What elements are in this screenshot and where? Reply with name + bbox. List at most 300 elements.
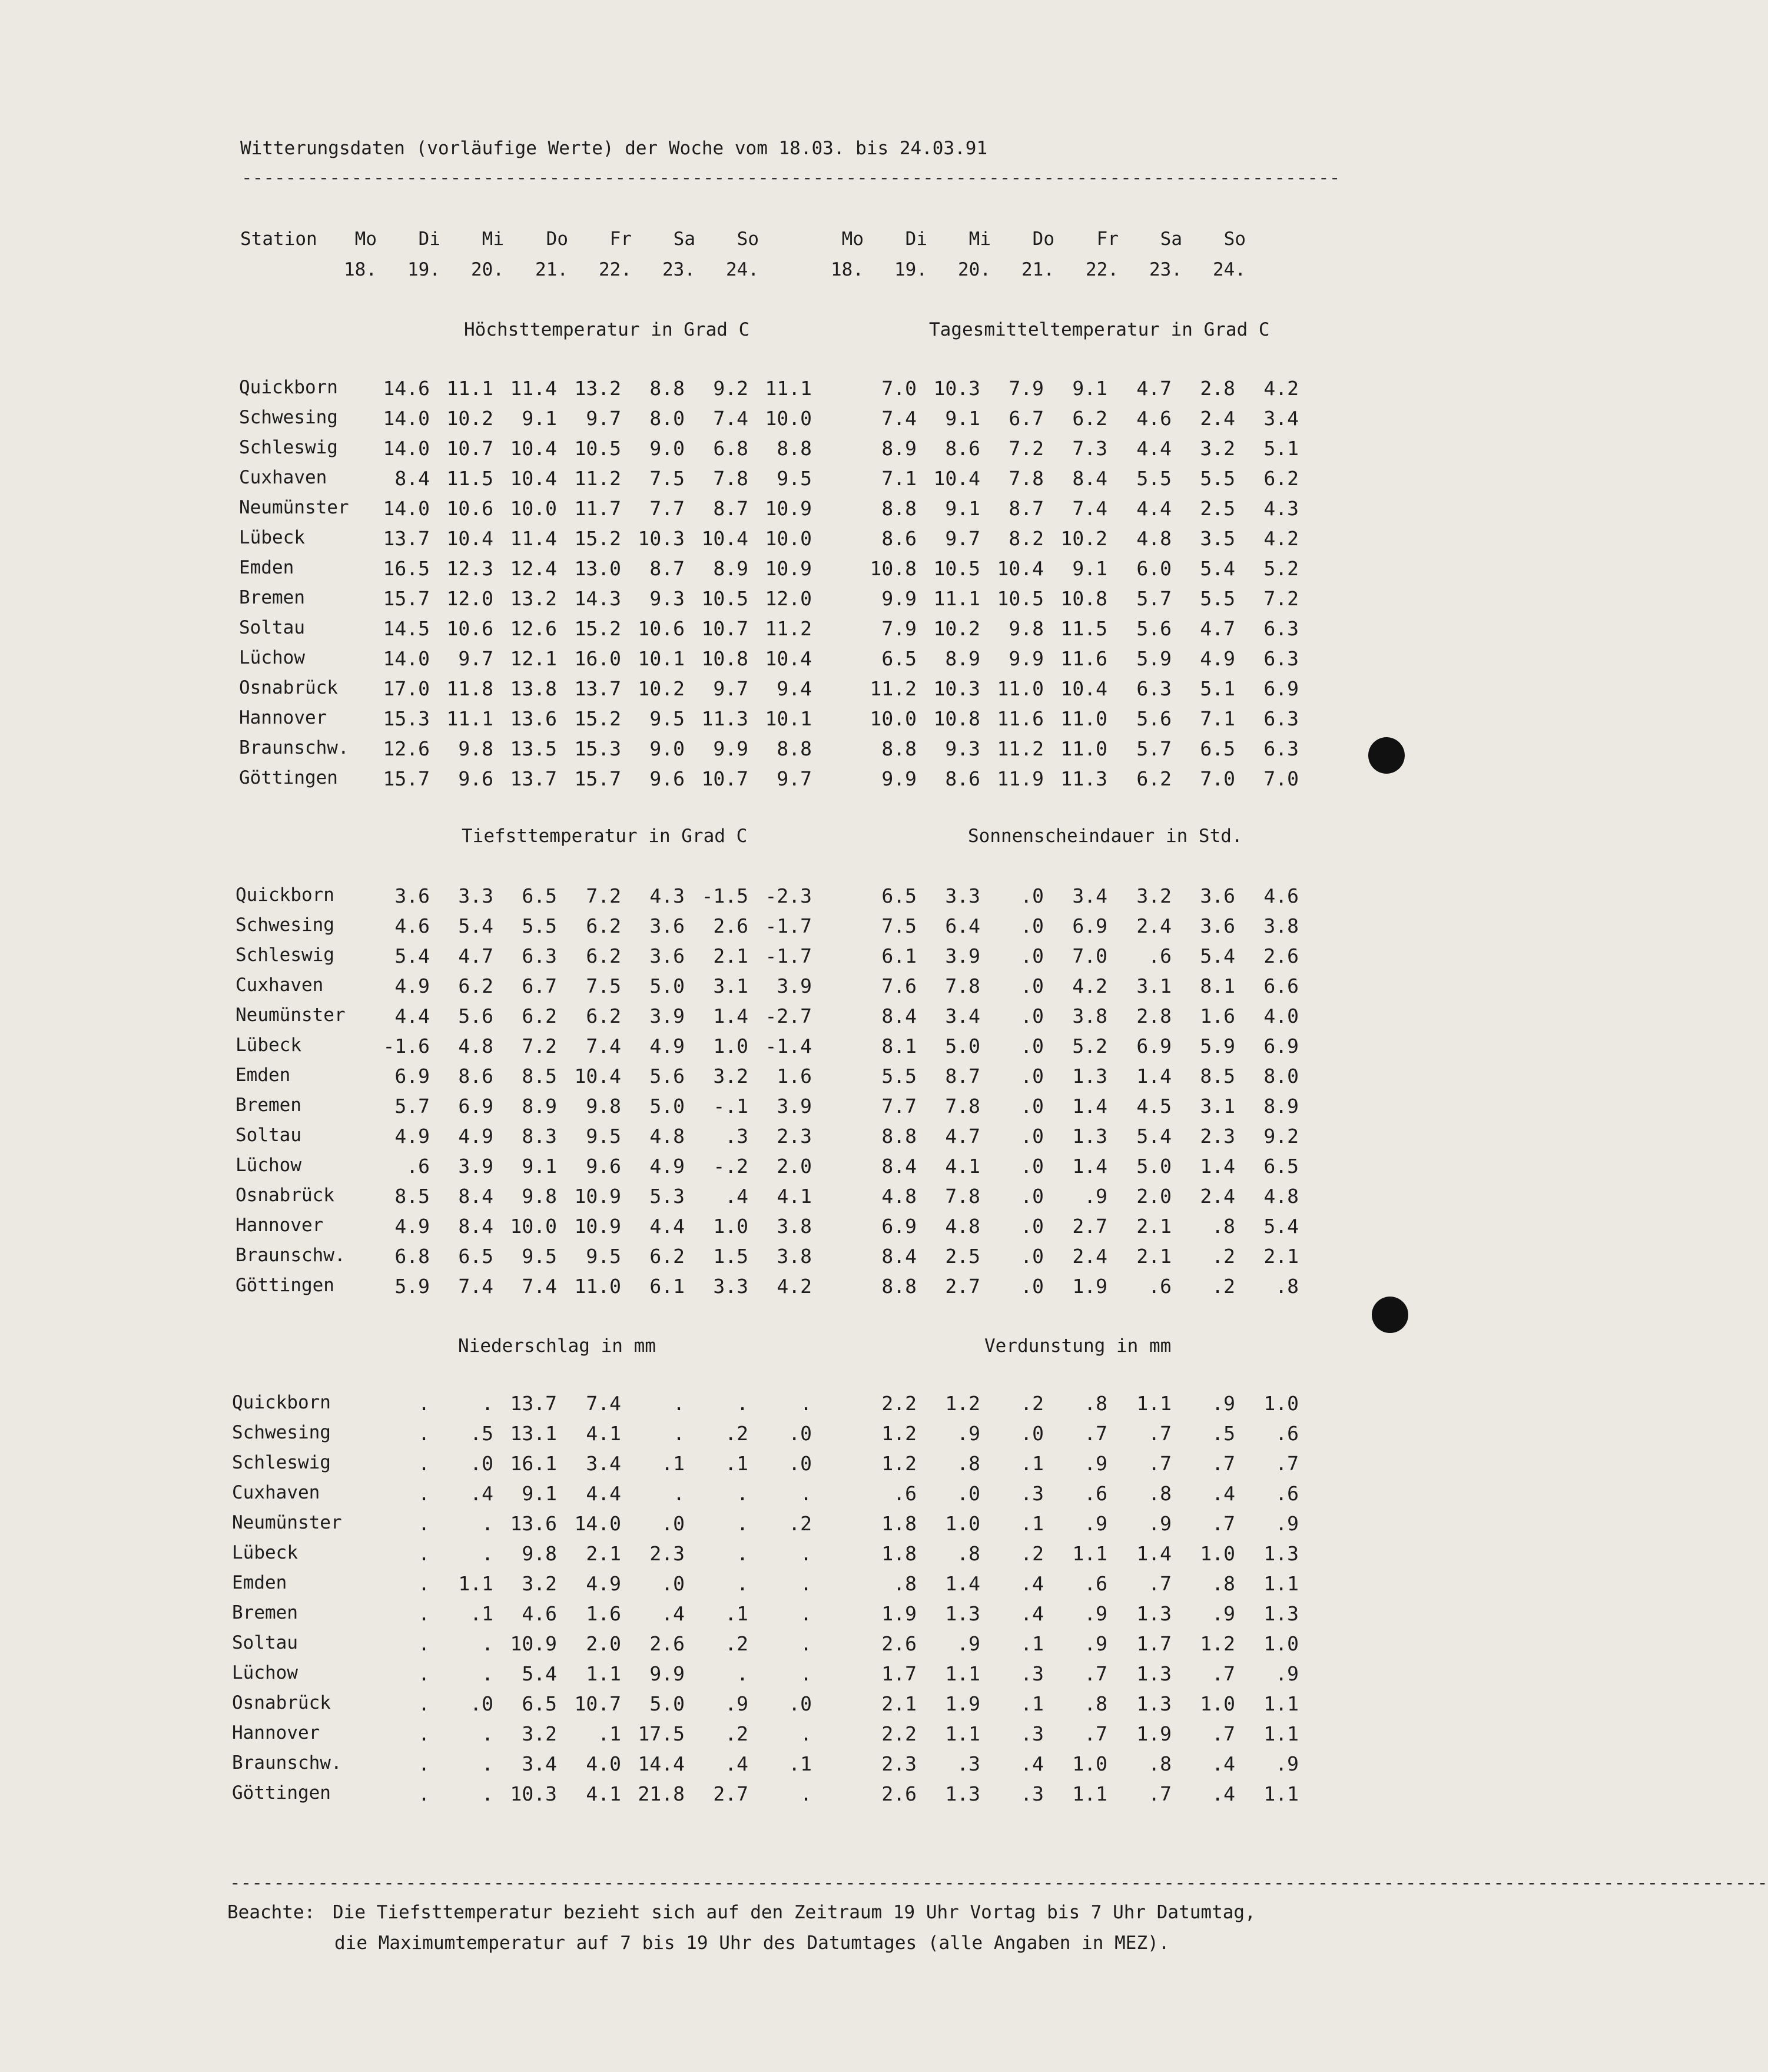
table-cell: 10.3 — [510, 1782, 557, 1805]
table-cell: 5.4 — [1263, 1215, 1299, 1238]
table-cell: 8.8 — [649, 377, 685, 400]
table-cell: 9.3 — [945, 737, 980, 760]
table-cell: 1.2 — [945, 1392, 980, 1415]
table-cell: 11.5 — [1060, 617, 1107, 640]
station-name: Braunschw. — [232, 1752, 342, 1773]
table-cell: .1 — [1020, 1632, 1044, 1655]
table-cell: 8.4 — [881, 1245, 917, 1268]
table-cell: 15.3 — [383, 707, 430, 730]
table-cell: .7 — [1084, 1662, 1107, 1685]
table-cell: . — [737, 1392, 748, 1415]
table-cell: 10.4 — [446, 527, 493, 550]
table-cell: 2.3 — [649, 1542, 685, 1565]
table-cell: 1.6 — [777, 1065, 812, 1088]
table-cell: -1.5 — [701, 884, 748, 907]
table-cell: 8.0 — [1263, 1065, 1299, 1088]
table-cell: 8.8 — [881, 1125, 917, 1148]
table-cell: 4.3 — [1263, 497, 1299, 520]
table-cell: .7 — [1084, 1722, 1107, 1745]
table-cell: 3.1 — [713, 974, 748, 997]
table-cell: 10.4 — [933, 467, 980, 490]
table-cell: .9 — [1275, 1752, 1299, 1775]
table-cell: 6.1 — [649, 1275, 685, 1298]
table-cell: 5.9 — [1200, 1035, 1235, 1057]
table-cell: 2.1 — [1136, 1215, 1172, 1238]
station-name: Cuxhaven — [239, 467, 327, 488]
table-cell: .4 — [1212, 1752, 1235, 1775]
table-cell: 4.6 — [1136, 407, 1172, 430]
table-cell: 4.2 — [777, 1275, 812, 1298]
table-cell: 3.4 — [586, 1452, 621, 1475]
table-cell: . — [737, 1662, 748, 1685]
table-cell: 6.3 — [522, 944, 557, 967]
table-cell: 10.8 — [1060, 587, 1107, 610]
table-cell: 13.2 — [510, 587, 557, 610]
table-cell: .1 — [725, 1602, 748, 1625]
table-cell: 6.2 — [586, 1004, 621, 1027]
table-cell: 2.3 — [1200, 1125, 1235, 1148]
table-cell: . — [482, 1632, 493, 1655]
table-cell: 8.5 — [1200, 1065, 1235, 1088]
table-cell: 6.0 — [1136, 557, 1172, 580]
table-cell: 4.7 — [458, 944, 493, 967]
table-cell: 3.9 — [649, 1004, 685, 1027]
table-cell: .6 — [1275, 1422, 1299, 1445]
table-cell: .4 — [725, 1185, 748, 1208]
table-cell: 1.2 — [881, 1422, 917, 1445]
table-cell: 14.4 — [638, 1752, 685, 1775]
table-cell: 12.4 — [510, 557, 557, 580]
table-cell: 14.6 — [383, 377, 430, 400]
table-cell: 9.7 — [777, 767, 812, 790]
table-cell: 2.5 — [1200, 497, 1235, 520]
table-cell: 4.2 — [1263, 377, 1299, 400]
table-cell: 5.1 — [1263, 437, 1299, 460]
table-cell: . — [800, 1482, 812, 1505]
table-cell: 1.0 — [1072, 1752, 1107, 1775]
table-cell: 11.0 — [997, 677, 1044, 700]
table-cell: 8.0 — [649, 407, 685, 430]
table-cell: 2.0 — [1136, 1185, 1172, 1208]
table-cell: 7.4 — [881, 407, 917, 430]
table-cell: 1.9 — [945, 1692, 980, 1715]
table-cell: 8.1 — [881, 1035, 917, 1057]
table-cell: 4.8 — [945, 1215, 980, 1238]
table-cell: 4.4 — [1136, 497, 1172, 520]
table-cell: 4.6 — [522, 1602, 557, 1625]
table-cell: 1.3 — [945, 1602, 980, 1625]
table-cell: 3.6 — [649, 914, 685, 937]
table-cell: 4.9 — [649, 1035, 685, 1057]
table-cell: 4.9 — [649, 1155, 685, 1178]
table-cell: 13.7 — [574, 677, 621, 700]
table-cell: 13.0 — [574, 557, 621, 580]
table-cell: .7 — [1212, 1452, 1235, 1475]
note-label: Beachte: — [227, 1902, 316, 1923]
table-cell: . — [800, 1572, 812, 1595]
table-cell: 10.4 — [1060, 677, 1107, 700]
table-cell: 4.1 — [586, 1422, 621, 1445]
table-cell: 4.8 — [1263, 1185, 1299, 1208]
table-cell: 10.9 — [765, 557, 812, 580]
table-cell: 9.4 — [777, 677, 812, 700]
table-cell: 7.7 — [881, 1095, 917, 1118]
table-cell: . — [737, 1542, 748, 1565]
table-cell: 8.2 — [1009, 527, 1044, 550]
table-cell: .0 — [1020, 1065, 1044, 1088]
table-cell: 2.4 — [1200, 1185, 1235, 1208]
table-cell: .1 — [1020, 1692, 1044, 1715]
table-cell: . — [418, 1632, 430, 1655]
table-cell: 9.8 — [522, 1185, 557, 1208]
day-label: Di — [418, 228, 440, 250]
table-cell: 5.7 — [394, 1095, 430, 1118]
table-cell: . — [673, 1482, 685, 1505]
section-title-mittel: Tagesmitteltemperatur in Grad C — [929, 319, 1270, 340]
table-cell: . — [673, 1422, 685, 1445]
table-cell: 10.7 — [446, 437, 493, 460]
table-cell: .8 — [1212, 1215, 1235, 1238]
table-cell: 4.8 — [458, 1035, 493, 1057]
day-label: Di — [905, 228, 927, 250]
table-cell: 5.0 — [649, 1692, 685, 1715]
table-cell: 9.9 — [1009, 647, 1044, 670]
day-label: Fr — [1096, 228, 1119, 250]
table-cell: 5.4 — [1136, 1125, 1172, 1148]
table-cell: 1.7 — [1136, 1632, 1172, 1655]
table-cell: 6.3 — [1263, 617, 1299, 640]
table-cell: .1 — [1020, 1452, 1044, 1475]
table-cell: 11.6 — [997, 707, 1044, 730]
table-cell: 10.5 — [933, 557, 980, 580]
table-cell: . — [418, 1572, 430, 1595]
table-cell: 1.1 — [1136, 1392, 1172, 1415]
table-cell: 4.8 — [1136, 527, 1172, 550]
table-cell: 7.1 — [881, 467, 917, 490]
table-cell: .2 — [1212, 1275, 1235, 1298]
page-title: Witterungsdaten (vorläufige Werte) der Woche vom 18.03. bis 24.03.91 — [240, 138, 988, 159]
table-cell: . — [418, 1392, 430, 1415]
table-cell: 6.3 — [1136, 677, 1172, 700]
table-cell: 16.1 — [510, 1452, 557, 1475]
table-cell: 7.5 — [649, 467, 685, 490]
table-cell: 1.2 — [1200, 1632, 1235, 1655]
table-cell: .8 — [1084, 1392, 1107, 1415]
table-cell: 6.5 — [522, 1692, 557, 1715]
table-cell: .4 — [1020, 1572, 1044, 1595]
table-cell: .0 — [1020, 1245, 1044, 1268]
punch-hole-top — [1368, 737, 1405, 774]
table-cell: 7.0 — [1200, 767, 1235, 790]
table-cell: .9 — [957, 1422, 980, 1445]
table-cell: 9.7 — [713, 677, 748, 700]
table-cell: 3.9 — [945, 944, 980, 967]
table-cell: .2 — [725, 1422, 748, 1445]
table-cell: 6.9 — [881, 1215, 917, 1238]
table-cell: .2 — [788, 1512, 812, 1535]
table-cell: 10.0 — [510, 497, 557, 520]
table-cell: 10.2 — [638, 677, 685, 700]
table-cell: . — [800, 1662, 812, 1685]
day-label: Mo — [354, 228, 377, 250]
table-cell: 5.3 — [649, 1185, 685, 1208]
table-cell: 11.5 — [446, 467, 493, 490]
table-cell: 15.3 — [574, 737, 621, 760]
table-cell: 5.0 — [945, 1035, 980, 1057]
station-name: Göttingen — [235, 1275, 334, 1296]
table-cell: .3 — [725, 1125, 748, 1148]
table-cell: 8.9 — [1263, 1095, 1299, 1118]
table-cell: -.1 — [713, 1095, 748, 1118]
table-cell: 1.1 — [1263, 1722, 1299, 1745]
table-cell: 11.4 — [510, 377, 557, 400]
table-cell: 8.8 — [881, 497, 917, 520]
table-cell: 8.6 — [458, 1065, 493, 1088]
day-label: Mo — [841, 228, 864, 250]
table-cell: 10.6 — [446, 497, 493, 520]
table-cell: 5.4 — [458, 914, 493, 937]
title-underline: ---------------------------------------------------------------------------------------------------- — [241, 167, 1341, 188]
table-cell: 9.0 — [649, 737, 685, 760]
table-cell: 4.9 — [394, 974, 430, 997]
table-cell: 14.0 — [383, 497, 430, 520]
table-cell: 5.7 — [1136, 587, 1172, 610]
table-cell: 12.0 — [446, 587, 493, 610]
table-cell: .3 — [1020, 1722, 1044, 1745]
station-name: Bremen — [235, 1095, 301, 1116]
table-cell: 9.9 — [713, 737, 748, 760]
table-cell: 6.2 — [1263, 467, 1299, 490]
table-cell: 1.1 — [586, 1662, 621, 1685]
station-name: Schleswig — [235, 944, 334, 966]
table-cell: 15.2 — [574, 527, 621, 550]
table-cell: .4 — [1020, 1752, 1044, 1775]
table-cell: 9.6 — [649, 767, 685, 790]
table-cell: 11.7 — [574, 497, 621, 520]
table-cell: 6.5 — [1200, 737, 1235, 760]
table-cell: 8.6 — [881, 527, 917, 550]
table-cell: .0 — [1020, 884, 1044, 907]
table-cell: . — [800, 1542, 812, 1565]
table-cell: 6.9 — [1136, 1035, 1172, 1057]
table-cell: 3.9 — [458, 1155, 493, 1178]
table-cell: .1 — [661, 1452, 685, 1475]
table-cell: 2.6 — [713, 914, 748, 937]
table-cell: 5.9 — [1136, 647, 1172, 670]
table-cell: 2.7 — [713, 1782, 748, 1805]
date-label: 22. — [599, 259, 632, 280]
table-cell: . — [482, 1512, 493, 1535]
table-cell: 6.7 — [1009, 407, 1044, 430]
table-cell: .9 — [1275, 1512, 1299, 1535]
table-cell: 10.7 — [701, 617, 748, 640]
table-cell: 9.1 — [522, 1482, 557, 1505]
table-cell: 2.6 — [881, 1782, 917, 1805]
station-name: Hannover — [239, 707, 327, 728]
table-cell: 1.4 — [1136, 1065, 1172, 1088]
table-cell: -1.7 — [765, 914, 812, 937]
table-cell: . — [482, 1722, 493, 1745]
station-name: Neumünster — [239, 497, 349, 518]
table-cell: 1.4 — [945, 1572, 980, 1595]
table-cell: 9.8 — [458, 737, 493, 760]
table-cell: 6.9 — [1263, 1035, 1299, 1057]
table-cell: 8.7 — [649, 557, 685, 580]
table-cell: 6.2 — [1136, 767, 1172, 790]
table-cell: .8 — [1084, 1692, 1107, 1715]
table-cell: . — [418, 1482, 430, 1505]
table-cell: 2.8 — [1136, 1004, 1172, 1027]
table-cell: 6.5 — [1263, 1155, 1299, 1178]
table-cell: 9.1 — [945, 497, 980, 520]
table-cell: 10.4 — [510, 467, 557, 490]
table-cell: -2.3 — [765, 884, 812, 907]
table-cell: 9.8 — [586, 1095, 621, 1118]
date-label: 18. — [831, 259, 864, 280]
table-cell: . — [482, 1542, 493, 1565]
table-cell: 1.4 — [1072, 1095, 1107, 1118]
table-cell: .0 — [1020, 1155, 1044, 1178]
table-cell: 3.2 — [1136, 884, 1172, 907]
table-cell: .4 — [661, 1602, 685, 1625]
table-cell: 11.1 — [446, 377, 493, 400]
station-name: Hannover — [235, 1215, 324, 1236]
table-cell: 13.7 — [510, 1392, 557, 1415]
table-cell: 1.8 — [881, 1542, 917, 1565]
table-cell: 2.0 — [586, 1632, 621, 1655]
table-cell: 1.4 — [713, 1004, 748, 1027]
table-cell: 6.6 — [1263, 974, 1299, 997]
table-cell: 3.8 — [1263, 914, 1299, 937]
table-cell: 2.1 — [713, 944, 748, 967]
table-cell: .0 — [661, 1512, 685, 1535]
station-name: Schwesing — [239, 407, 338, 428]
table-cell: 13.8 — [510, 677, 557, 700]
table-cell: 2.2 — [881, 1392, 917, 1415]
table-cell: 2.7 — [945, 1275, 980, 1298]
table-cell: 11.8 — [446, 677, 493, 700]
table-cell: 4.2 — [1072, 974, 1107, 997]
table-cell: 2.8 — [1200, 377, 1235, 400]
table-cell: 2.5 — [945, 1245, 980, 1268]
station-name: Quickborn — [239, 377, 338, 398]
station-name: Quickborn — [235, 884, 334, 906]
table-cell: .6 — [1148, 1275, 1172, 1298]
section-title-nieder: Niederschlag in mm — [458, 1335, 656, 1357]
table-cell: .9 — [1084, 1632, 1107, 1655]
table-cell: 6.2 — [586, 914, 621, 937]
table-cell: 11.4 — [510, 527, 557, 550]
table-cell: .4 — [1212, 1782, 1235, 1805]
table-cell: 6.3 — [1263, 737, 1299, 760]
table-cell: 2.6 — [1263, 944, 1299, 967]
table-cell: 3.4 — [522, 1752, 557, 1775]
table-cell: 4.1 — [945, 1155, 980, 1178]
table-cell: 3.6 — [1200, 914, 1235, 937]
table-cell: .6 — [1275, 1482, 1299, 1505]
table-cell: . — [800, 1392, 812, 1415]
table-cell: 5.6 — [1136, 707, 1172, 730]
table-cell: 1.1 — [1072, 1782, 1107, 1805]
table-cell: 13.7 — [383, 527, 430, 550]
table-cell: 2.4 — [1136, 914, 1172, 937]
table-cell: 5.0 — [649, 974, 685, 997]
table-cell: 13.2 — [574, 377, 621, 400]
table-cell: 4.9 — [394, 1125, 430, 1148]
table-cell: 10.6 — [446, 617, 493, 640]
table-cell: 9.5 — [522, 1245, 557, 1268]
table-cell: 1.6 — [586, 1602, 621, 1625]
table-cell: .7 — [1275, 1452, 1299, 1475]
table-cell: 10.8 — [701, 647, 748, 670]
table-cell: 1.1 — [1263, 1572, 1299, 1595]
table-cell: 16.5 — [383, 557, 430, 580]
table-cell: 9.9 — [881, 767, 917, 790]
table-cell: 10.3 — [933, 377, 980, 400]
table-cell: 5.2 — [1072, 1035, 1107, 1057]
table-cell: .6 — [406, 1155, 430, 1178]
table-cell: 2.4 — [1200, 407, 1235, 430]
table-cell: .3 — [1020, 1782, 1044, 1805]
table-cell: .9 — [1084, 1452, 1107, 1475]
table-cell: 14.0 — [574, 1512, 621, 1535]
table-cell: .9 — [725, 1692, 748, 1715]
table-cell: 6.2 — [586, 944, 621, 967]
table-cell: 5.7 — [1136, 737, 1172, 760]
table-cell: 10.9 — [574, 1215, 621, 1238]
table-cell: .3 — [1020, 1482, 1044, 1505]
table-cell: 12.1 — [510, 647, 557, 670]
table-cell: 10.7 — [701, 767, 748, 790]
day-label: Mi — [968, 228, 991, 250]
table-cell: .7 — [1148, 1572, 1172, 1595]
table-cell: .0 — [1020, 1125, 1044, 1148]
table-cell: 9.5 — [586, 1125, 621, 1148]
table-cell: .0 — [1020, 1095, 1044, 1118]
table-cell: 7.8 — [945, 1185, 980, 1208]
table-cell: .7 — [1212, 1662, 1235, 1685]
table-cell: 3.8 — [1072, 1004, 1107, 1027]
table-cell: 4.8 — [881, 1185, 917, 1208]
table-cell: 10.0 — [765, 407, 812, 430]
table-cell: 1.3 — [1136, 1692, 1172, 1715]
table-cell: 10.1 — [765, 707, 812, 730]
table-cell: .5 — [470, 1422, 493, 1445]
table-cell: 2.2 — [881, 1722, 917, 1745]
table-cell: 10.4 — [510, 437, 557, 460]
table-cell: 10.8 — [870, 557, 917, 580]
table-cell: 11.0 — [1060, 737, 1107, 760]
table-cell: 6.9 — [1072, 914, 1107, 937]
table-cell: 10.1 — [638, 647, 685, 670]
table-cell: 16.0 — [574, 647, 621, 670]
table-cell: 1.9 — [1072, 1275, 1107, 1298]
table-cell: 10.6 — [638, 617, 685, 640]
table-cell: 9.7 — [458, 647, 493, 670]
date-label: 22. — [1086, 259, 1119, 280]
date-label: 21. — [1021, 259, 1054, 280]
table-cell: 9.5 — [777, 467, 812, 490]
table-cell: . — [418, 1692, 430, 1715]
table-cell: 11.1 — [765, 377, 812, 400]
table-cell: 1.0 — [713, 1215, 748, 1238]
table-cell: 4.5 — [1136, 1095, 1172, 1118]
table-cell: 8.8 — [777, 737, 812, 760]
table-cell: 2.1 — [1136, 1245, 1172, 1268]
table-cell: 10.9 — [574, 1185, 621, 1208]
station-name: Cuxhaven — [235, 974, 324, 996]
table-cell: 1.0 — [1263, 1392, 1299, 1415]
